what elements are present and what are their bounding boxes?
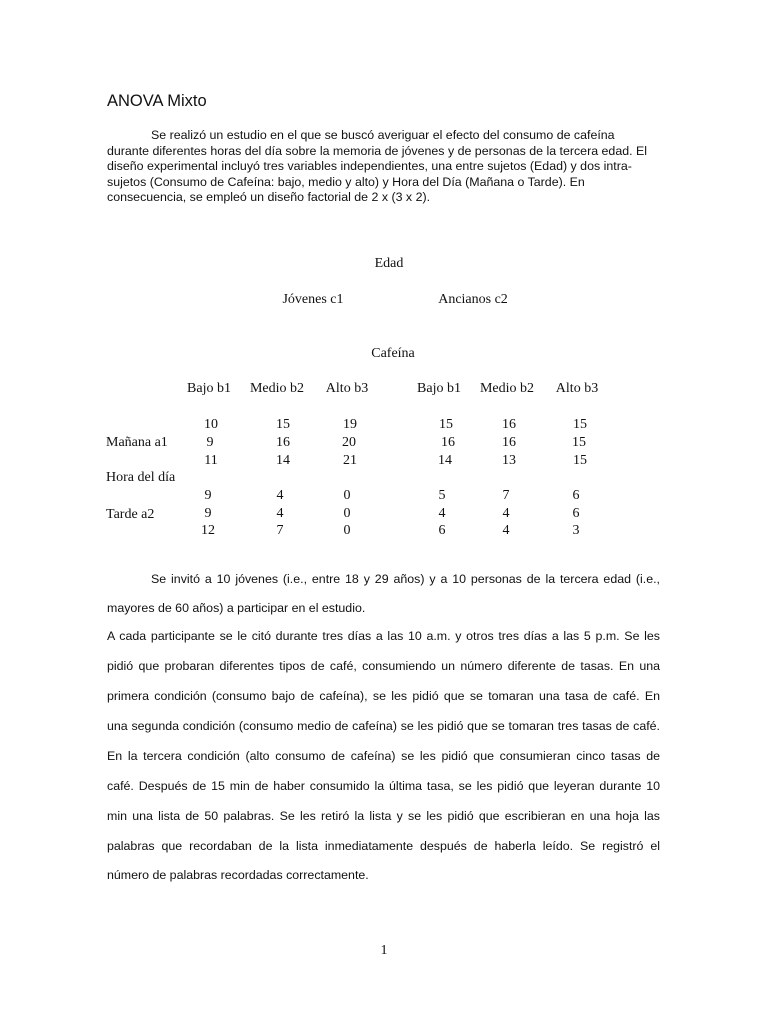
body-line: primera condición (consumo bajo de cafeína), se les pidió que se tomaran una tasa de café. En	[107, 689, 660, 703]
body-line: min una lista de 50 palabras. Se les retiró la lista y se les pidió que escribieran en una hoja las	[107, 809, 660, 823]
body-line: café. Después de 15 min de haber consumido la última tasa, se les pidió que leyeran durante 10	[107, 779, 660, 793]
level-header: Bajo b1	[187, 381, 231, 396]
table-cell: 13	[502, 453, 516, 468]
table-cell: 16	[276, 435, 290, 450]
body-line: palabras que recordaban de la lista inmediatamente después de haberla leído. Se registró el	[107, 839, 660, 853]
table-cell: 15	[573, 417, 587, 432]
between-factor-label: Edad	[374, 256, 404, 271]
table-cell: 14	[438, 453, 452, 468]
table-cell: 15	[439, 417, 453, 432]
body-line: una segunda condición (consumo medio de cafeína) se les pidió que se tomaran tres tasas de café.	[107, 719, 660, 733]
within-factor-label: Cafeína	[371, 346, 415, 361]
table-cell: 9	[204, 488, 212, 503]
row-factor-label: Hora del día	[106, 470, 176, 485]
table-cell: 14	[276, 453, 290, 468]
table-cell: 10	[204, 417, 218, 432]
table-cell: 0	[343, 523, 351, 538]
body-line: En la tercera condición (alto consumo de cafeína) se les pidió que consumieran cinco tasas de	[107, 749, 660, 763]
intro-line: diseño experimental incluyó tres variables independientes, una entre sujetos (Edad) y dos intra-	[107, 159, 632, 173]
level-header: Medio b2	[479, 381, 535, 396]
table-cell: 0	[343, 506, 351, 521]
level-header: Alto b3	[325, 381, 369, 396]
table-cell: 15	[573, 453, 587, 468]
table-cell: 9	[204, 506, 212, 521]
table-cell: 16	[441, 435, 455, 450]
table-cell: 4	[276, 488, 284, 503]
table-cell: 16	[502, 417, 516, 432]
table-cell: 15	[572, 435, 586, 450]
intro-line: Se realizó un estudio en el que se buscó averiguar el efecto del consumo de cafeína	[151, 128, 615, 142]
table-cell: 3	[572, 523, 580, 538]
table-cell: 6	[572, 506, 580, 521]
table-cell: 6	[438, 523, 446, 538]
table-cell: 7	[502, 488, 510, 503]
intro-line: sujetos (Consumo de Cafeína: bajo, medio y alto) y Hora del Día (Mañana o Tarde). En	[107, 174, 585, 189]
table-cell: 11	[204, 453, 218, 468]
table-cell: 4	[502, 506, 510, 521]
level-header: Medio b2	[249, 381, 305, 396]
document-title: ANOVA Mixto	[107, 92, 207, 110]
page-number: 1	[380, 943, 388, 958]
body-line: pidió que probaran diferentes tipos de café, consumiendo un número diferente de tasas. En una	[107, 659, 660, 673]
body-line: mayores de 60 años) a participar en el estudio.	[107, 601, 366, 615]
table-cell: 9	[206, 435, 214, 450]
level-header: Bajo b1	[417, 381, 461, 396]
table-cell: 4	[502, 523, 510, 538]
table-cell: 0	[343, 488, 351, 503]
intro-line: consecuencia, se empleó un diseño factorial de 2 x (3 x 2).	[107, 190, 431, 204]
table-cell: 20	[342, 435, 356, 450]
level-header: Alto b3	[555, 381, 599, 396]
group-label: Jóvenes c1	[282, 292, 344, 307]
body-line: Se invitó a 10 jóvenes (i.e., entre 18 y 29 años) y a 10 personas de la tercera edad (i.e.,	[151, 572, 660, 586]
intro-paragraph	[107, 128, 660, 206]
table-cell: 5	[438, 488, 446, 503]
intro-line: durante diferentes horas del día sobre la memoria de jóvenes y de personas de la tercera edad. El	[107, 143, 648, 158]
body-line: número de palabras recordadas correctamente.	[107, 868, 369, 882]
table-cell: 4	[276, 506, 284, 521]
table-cell: 15	[276, 417, 290, 432]
table-cell: 19	[343, 417, 357, 432]
row-label: Mañana a1	[106, 435, 168, 450]
table-cell: 16	[502, 435, 516, 450]
row-label: Tarde a2	[106, 507, 155, 522]
table-cell: 7	[276, 523, 284, 538]
table-cell: 6	[572, 488, 580, 503]
table-cell: 12	[201, 523, 215, 538]
table-cell: 21	[343, 453, 357, 468]
table-cell: 4	[438, 506, 446, 521]
group-label: Ancianos c2	[438, 292, 508, 307]
body-line: A cada participante se le citó durante tres días a las 10 a.m. y otros tres días a las 5 p.m. Se les	[107, 629, 660, 643]
